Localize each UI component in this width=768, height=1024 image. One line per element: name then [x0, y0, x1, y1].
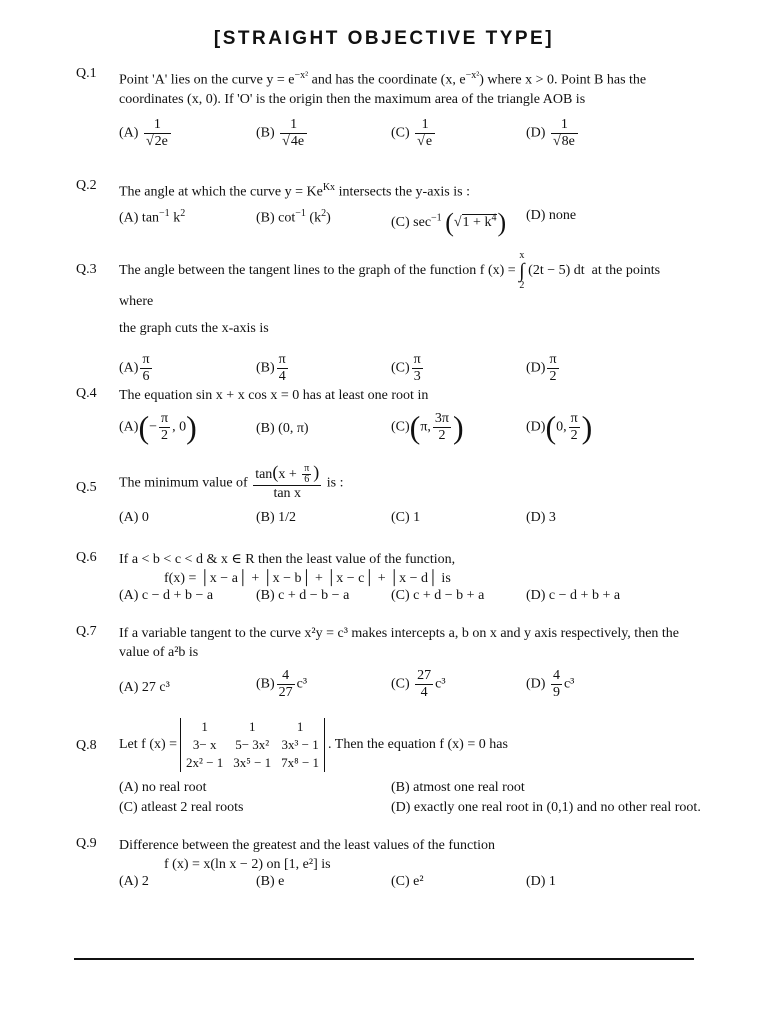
- text: π,: [420, 419, 431, 435]
- text: The angle at which the curve: [119, 184, 282, 200]
- label: (C) sec: [391, 214, 432, 230]
- fraction: [547, 352, 558, 385]
- text: x +: [278, 467, 297, 482]
- question-text: [119, 550, 696, 588]
- label: (B): [256, 360, 275, 376]
- denominator: √e: [415, 133, 435, 150]
- radicand: [462, 214, 498, 230]
- denominator: 27: [278, 685, 293, 700]
- option-b[interactable]: [256, 117, 309, 150]
- label: (C): [391, 125, 410, 141]
- label: (D): [526, 419, 546, 435]
- fraction: [280, 117, 307, 150]
- text: the graph cuts the x-axis is: [119, 321, 269, 336]
- fraction: [551, 117, 578, 150]
- text: 0,: [556, 419, 567, 435]
- exponent: −x²: [294, 70, 309, 81]
- matrix-cell: 1: [201, 719, 208, 734]
- integrand: (2t − 5) dt: [528, 263, 585, 279]
- option-a[interactable]: (A) 2: [119, 874, 149, 889]
- text: (k: [309, 210, 322, 226]
- matrix-cell: 5− 3x²: [235, 737, 270, 752]
- question-8: [76, 718, 701, 820]
- label: (B) cot: [256, 210, 296, 226]
- text: f (x) = x(ln x − 2) on [1, e²] is: [164, 857, 331, 872]
- text: The angle between the tangent lines to the graph of the function: [119, 263, 477, 279]
- text: c³: [435, 676, 446, 692]
- exponent: 2: [321, 207, 327, 219]
- option-c[interactable]: (C) $\sec^{-1} (√1 + k^4)$: [391, 207, 507, 237]
- question-text: [119, 836, 696, 874]
- question-text: The equation sin x + x cos x = 0 has at least one root in: [119, 388, 429, 403]
- label: (D): [526, 360, 546, 376]
- fraction: [277, 668, 295, 701]
- numerator: 1: [153, 116, 161, 132]
- text: 1 + k: [462, 214, 492, 230]
- question-text: [119, 718, 696, 772]
- question-9: [76, 836, 696, 896]
- question-number: Q.5: [76, 480, 97, 495]
- option-b[interactable]: (B) c + d − b − a: [256, 588, 350, 603]
- text: Let f (x) =: [119, 737, 178, 753]
- options: [119, 208, 696, 240]
- option-a[interactable]: [119, 208, 185, 227]
- denominator: √4e: [280, 133, 307, 150]
- text: e: [459, 72, 466, 88]
- integral: [519, 250, 524, 292]
- denominator: 9: [552, 685, 560, 700]
- options: [119, 668, 696, 712]
- fraction: [277, 352, 288, 385]
- question-number: Q.1: [76, 66, 97, 81]
- options: [119, 510, 696, 534]
- numerator: 4: [552, 668, 560, 683]
- fraction: [140, 352, 151, 385]
- options-row-1: [119, 780, 696, 800]
- exponent: −x²: [465, 70, 480, 81]
- option-a[interactable]: [119, 352, 154, 385]
- option-b[interactable]: (B) (0, π): [256, 421, 309, 436]
- exponent: Kx: [322, 182, 336, 193]
- numerator: π: [549, 352, 557, 367]
- text: Difference between the greatest and the least values of the function: [119, 838, 496, 853]
- option-d[interactable]: [526, 352, 561, 385]
- denominator: 2: [547, 368, 558, 385]
- label: (A): [119, 125, 139, 141]
- function: f (x) =: [479, 263, 516, 279]
- question-text: [119, 464, 696, 502]
- denominator: √8e: [551, 133, 578, 150]
- numerator: 1: [421, 116, 429, 132]
- denominator: 4: [415, 684, 433, 701]
- label: (B): [256, 676, 275, 692]
- numerator: 3π: [434, 411, 449, 426]
- text: c³: [296, 676, 308, 692]
- matrix-cell: 3x⁵ − 1: [233, 755, 272, 770]
- footer-divider: [74, 958, 694, 960]
- question-3: [76, 250, 696, 392]
- equation: y = Ke: [284, 184, 323, 200]
- options-row-2: [119, 800, 701, 820]
- option-c[interactable]: [391, 668, 446, 701]
- text: If a variable tangent to the curve x²y = c³ makes intercepts a, b on x and y axis respectively, then the: [119, 626, 680, 641]
- radicand: 8e: [561, 133, 575, 149]
- fraction: [159, 411, 170, 444]
- label: (D): [526, 125, 546, 141]
- matrix-cell: 2x² − 1: [186, 755, 224, 770]
- question-number: Q.2: [76, 178, 97, 193]
- question-text: [119, 178, 696, 202]
- denominator: 2: [159, 427, 170, 444]
- curve-equation: y = e: [266, 72, 295, 88]
- option-d[interactable]: (D) 1: [526, 874, 556, 889]
- fraction: [412, 352, 423, 385]
- matrix-cell: 1: [296, 719, 304, 734]
- exponent: 2: [180, 207, 186, 219]
- matrix-cell: 3x³ − 1: [281, 737, 319, 752]
- label: (B): [256, 125, 275, 141]
- question-4: [76, 386, 696, 453]
- options: [119, 874, 696, 896]
- option-b[interactable]: [256, 352, 290, 385]
- text: Point 'A' lies on the curve: [119, 72, 263, 88]
- numerator: 1: [290, 116, 298, 132]
- numerator: π: [161, 411, 169, 426]
- option-d[interactable]: [526, 668, 574, 701]
- fraction: [415, 668, 433, 701]
- fraction: [551, 668, 562, 701]
- numerator: π: [278, 352, 286, 367]
- option-c[interactable]: (C) atleast 2 real roots: [119, 800, 244, 815]
- options: [119, 409, 696, 453]
- question-number: Q.8: [76, 738, 97, 753]
- question-number: Q.7: [76, 624, 97, 639]
- numerator: π: [413, 352, 421, 367]
- option-d[interactable]: [526, 117, 580, 150]
- text: value of a²b is: [119, 645, 199, 660]
- option-c[interactable]: (C) 1: [391, 510, 421, 526]
- text: c³: [563, 676, 575, 692]
- upper-limit: x: [519, 250, 525, 261]
- option-b[interactable]: (B) $\cot^{-1} (k^2)$: [256, 207, 331, 226]
- question-2: [76, 178, 696, 240]
- option-a[interactable]: (A) c − d + b − a: [119, 588, 214, 603]
- radicand: e: [425, 133, 433, 149]
- option-a[interactable]: (A) 0: [119, 510, 149, 526]
- denominator: 2: [433, 427, 451, 444]
- label: (A): [119, 419, 139, 435]
- text: coordinates (x, 0). If 'O' is the origin then the maximum area of the triangle AOB is: [119, 91, 586, 107]
- text: −: [149, 419, 157, 435]
- label: (A) tan: [119, 210, 160, 226]
- text: f(x) = │x − a│ + │x − b│ + │x − c│ + │x − d│ is: [164, 571, 451, 586]
- question-text: [119, 624, 696, 662]
- option-d[interactable]: (D) c − d + b + a: [526, 588, 621, 603]
- option-b[interactable]: (B) atmost one real root: [391, 780, 525, 795]
- question-number: Q.3: [76, 262, 97, 277]
- denominator: tan x: [253, 485, 321, 502]
- numerator: π: [570, 411, 578, 426]
- label: (C): [391, 676, 410, 692]
- radicand: 4e: [290, 133, 305, 149]
- fraction: [302, 464, 311, 485]
- text: intersects the y-axis is :: [338, 184, 470, 200]
- options: [119, 588, 696, 610]
- text: k: [173, 210, 181, 226]
- exponent: −1: [431, 212, 442, 224]
- matrix-cell: 7x⁸ − 1: [281, 755, 320, 770]
- fraction: [433, 411, 451, 444]
- options: [119, 117, 696, 161]
- option-d[interactable]: (D) none: [526, 207, 577, 223]
- numerator: π: [304, 463, 310, 475]
- text: tan: [255, 467, 273, 482]
- text: ) where x > 0. Point B has the: [479, 72, 647, 88]
- label: (A): [119, 360, 139, 376]
- numerator: tan(x + $\frac{\pi}{6}$ ): [255, 462, 320, 486]
- denominator: 2: [569, 427, 580, 444]
- denominator: 6: [140, 368, 151, 385]
- matrix-cell: 3− x: [192, 737, 217, 752]
- option-c[interactable]: (C) e²: [391, 874, 424, 889]
- option-c[interactable]: [391, 117, 437, 150]
- exponent: −1: [295, 207, 306, 219]
- option-a[interactable]: (A)(− $\frac{\pi}{2}$ , 0): [119, 409, 197, 445]
- label: (C): [391, 360, 410, 376]
- numerator: 1: [560, 116, 568, 132]
- fraction: [253, 464, 321, 502]
- option-a[interactable]: (A) no real root: [119, 780, 207, 795]
- label: (D): [526, 676, 546, 692]
- option-d[interactable]: (D)(0, $\frac{\pi}{2}$ ): [526, 409, 593, 445]
- question-5: [76, 464, 696, 534]
- denominator: √2e: [144, 133, 171, 150]
- denominator: 4: [277, 368, 288, 385]
- fraction: [144, 117, 171, 150]
- option-a[interactable]: [119, 117, 173, 150]
- label: (C): [391, 419, 410, 435]
- text: at the points where: [119, 263, 661, 309]
- option-c[interactable]: (C) c + d − b + a: [391, 588, 485, 603]
- text: . Then the equation f (x) = 0 has: [328, 737, 508, 753]
- text: The minimum value of: [119, 475, 248, 491]
- option-c[interactable]: [391, 352, 425, 385]
- numerator: π: [142, 352, 150, 367]
- exponent: −1: [159, 207, 170, 219]
- text: , 0: [172, 419, 187, 435]
- question-6: [76, 550, 696, 610]
- radicand: 2e: [154, 133, 168, 149]
- question-7: [76, 624, 696, 712]
- option-d[interactable]: (D) 3: [526, 510, 556, 526]
- text: If a < b < c < d & x ∈ R then the least value of the function,: [119, 552, 456, 567]
- option-b[interactable]: (B) 1/2: [256, 510, 297, 526]
- option-d[interactable]: (D) exactly one real root in (0,1) and no other real root.: [391, 800, 701, 815]
- question-1: [76, 66, 696, 161]
- text: and has the coordinate (x,: [311, 72, 456, 88]
- fraction: [415, 117, 435, 150]
- option-b[interactable]: (B) e: [256, 874, 285, 889]
- text: is :: [326, 475, 344, 491]
- denominator: 6: [302, 474, 311, 485]
- numerator: 4: [282, 668, 290, 683]
- page-title: [STRAIGHT OBJECTIVE TYPE]: [213, 28, 555, 49]
- question-number: Q.9: [76, 836, 97, 851]
- lower-limit: 2: [519, 280, 525, 291]
- question-number: Q.4: [76, 386, 97, 401]
- question-text: [119, 66, 696, 109]
- exponent: 4: [491, 212, 497, 224]
- matrix-cell: 1: [248, 719, 256, 734]
- numerator: 27: [417, 668, 432, 683]
- question-number: Q.6: [76, 550, 97, 565]
- integral-sign: ∫: [519, 260, 525, 282]
- denominator: 3: [412, 368, 423, 385]
- fraction: [569, 411, 580, 444]
- determinant-matrix: [180, 718, 325, 772]
- option-b[interactable]: [256, 668, 307, 701]
- option-a[interactable]: (A) 27 c³: [119, 680, 170, 695]
- option-c[interactable]: (C)(π, $\frac{3\pi}{2}$ ): [391, 409, 464, 445]
- question-text: [119, 250, 696, 338]
